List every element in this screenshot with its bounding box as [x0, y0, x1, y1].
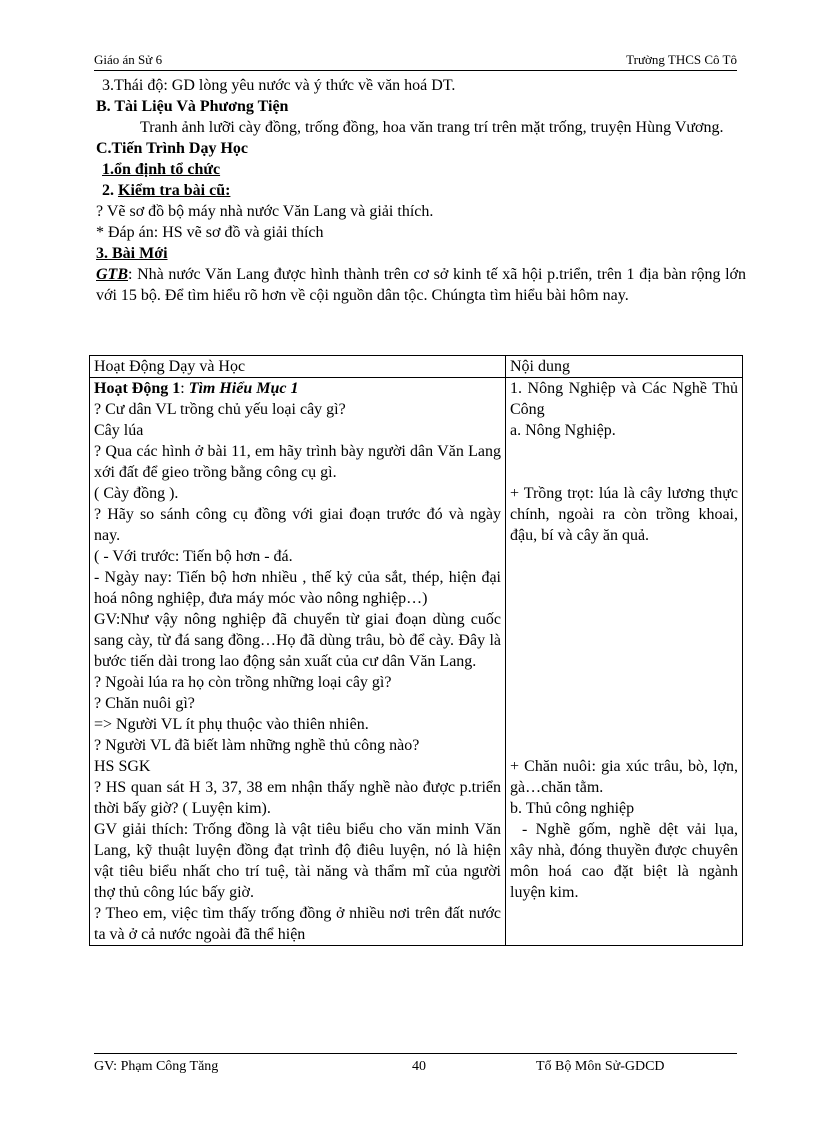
- page-number: 40: [412, 1059, 426, 1074]
- content-heading: 1. Nông Nghiệp và Các Nghề Thủ Công: [510, 380, 738, 418]
- activity-line: ? Cư dân VL trồng chủ yếu loại cây gì?: [94, 401, 346, 418]
- activity-title: Tìm Hiểu Mục 1: [188, 380, 299, 397]
- spacer: [510, 546, 738, 756]
- footer-right: Tổ Bộ Môn Sử-GDCD: [536, 1059, 665, 1074]
- activity-line: - Ngày nay: Tiến bộ hơn nhiều , thế kỷ của sắt, thép, hiện đại hoá nông nghiệp, đưa máy móc vào nông nghiệp…): [94, 569, 501, 607]
- content-sub-a: a. Nông Nghiệp.: [510, 422, 616, 439]
- activity-line: HS SGK: [94, 758, 151, 775]
- step-2-title: [96, 180, 746, 201]
- section-b-title: B. Tài Liệu Và Phương Tiện: [96, 98, 289, 115]
- footer-left: GV: Phạm Công Tăng: [94, 1059, 219, 1074]
- content-crafts: - Nghề gốm, nghề dệt vải lụa, xây nhà, đóng thuyền được chuyên môn hoá cao đặt biệt là ngành luyện kim.: [510, 821, 738, 901]
- column-header-content: Nội dung: [506, 356, 743, 378]
- activity-heading: [94, 378, 501, 399]
- review-answer: * Đáp án: HS vẽ sơ đồ và giải thích: [96, 224, 324, 241]
- activities-cell: [90, 378, 506, 946]
- activity-line: ? Theo em, việc tìm thấy trống đồng ở nhiều nơi trên đất nước ta và ở cả nước ngoài đã thể hiện: [94, 905, 501, 943]
- step-2-number: 2.: [102, 182, 118, 199]
- step-1-title: 1.ổn định tổ chức: [102, 161, 221, 178]
- review-question: ? Vẽ sơ đồ bộ máy nhà nước Văn Lang và giải thích.: [96, 203, 434, 220]
- gtb-text: : Nhà nước Văn Lang được hình thành trên cơ sở kinh tế xã hội p.triển, trên 1 địa bàn rộng lớn với 15 bộ. Để tìm hiểu rõ hơn về cội nguồn dân tộc. Chúngta tìm hiểu bài hôm nay.: [96, 266, 746, 304]
- content-cell: [506, 378, 743, 946]
- activity-line: GV:Như vậy nông nghiệp đã chuyển từ giai đoạn dùng cuốc sang cày, từ đá sang đồng…Họ đã dùng trâu, bò để cày. Đây là bước tiến dài trong lao động sản xuất của cư dân Văn Lang.: [94, 611, 501, 670]
- lesson-table: [89, 355, 743, 946]
- activity-line: ? HS quan sát H 3, 37, 38 em nhận thấy nghề nào được p.triển thời bấy giờ? ( Luyện kim).: [94, 779, 501, 817]
- table-header-row: [90, 356, 743, 378]
- activity-line: ? Chăn nuôi gì?: [94, 695, 195, 712]
- activity-colon: :: [180, 380, 189, 397]
- document-body: [96, 75, 746, 306]
- activity-line: GV giải thích: Trống đồng là vật tiêu biểu cho văn minh Văn Lang, kỹ thuật luyện đồng đạt trình độ điêu luyện, nó là hiện vật tiêu biểu nhất cho trí tuệ, tài năng và thẩm mĩ của người thợ thủ công lúc bấy giờ.: [94, 821, 501, 901]
- page-footer: [94, 1053, 737, 1076]
- activity-line: ( - Với trước: Tiến bộ hơn - đá.: [94, 548, 293, 565]
- content-livestock: + Chăn nuôi: gia xúc trâu, bò, lợn, gà…chăn tằm.: [510, 758, 738, 796]
- content-sub-b: b. Thủ công nghiệp: [510, 800, 635, 817]
- spacer: [510, 441, 738, 462]
- activity-label: Hoạt Động 1: [94, 380, 181, 397]
- activity-line: ( Cày đồng ).: [94, 485, 179, 502]
- header-left: Giáo án Sử 6: [94, 52, 163, 67]
- step-2-label: Kiểm tra bài cũ:: [118, 182, 231, 199]
- activity-line: ? Hãy so sánh công cụ đồng với giai đoạn trước đó và ngày nay.: [94, 506, 501, 544]
- header-right: Trường THCS Cô Tô: [626, 52, 737, 67]
- attitude-line: 3.Thái độ: GD lòng yêu nước và ý thức về văn hoá DT.: [102, 77, 456, 94]
- section-b-text: Tranh ảnh lưỡi cày đồng, trống đồng, hoa văn trang trí trên mặt trống, truyện Hùng Vương.: [140, 119, 724, 136]
- activity-line: ? Người VL đã biết làm những nghề thủ công nào?: [94, 737, 420, 754]
- content-crop: + Trồng trọt: lúa là cây lương thực chính, ngoài ra còn trồng khoai, đậu, bí và cây ăn quả.: [510, 485, 738, 544]
- activity-line: Cây lúa: [94, 422, 144, 439]
- activity-line: => Người VL ít phụ thuộc vào thiên nhiên.: [94, 716, 369, 733]
- gtb-paragraph: [96, 264, 746, 306]
- activity-line: ? Qua các hình ở bài 11, em hãy trình bày người dân Văn Lang xới đất để gieo trồng bằng công cụ gì.: [94, 443, 501, 481]
- spacer: [510, 462, 738, 483]
- step-3-title: 3. Bài Mới: [96, 245, 168, 262]
- table-row: [90, 378, 743, 946]
- page-header: [94, 52, 737, 71]
- column-header-activities: Hoạt Động Dạy và Học: [90, 356, 506, 378]
- activity-line: ? Ngoài lúa ra họ còn trồng những loại cây gì?: [94, 674, 392, 691]
- section-c-title: C.Tiến Trình Dạy Học: [96, 140, 249, 157]
- gtb-label: GTB: [96, 266, 128, 283]
